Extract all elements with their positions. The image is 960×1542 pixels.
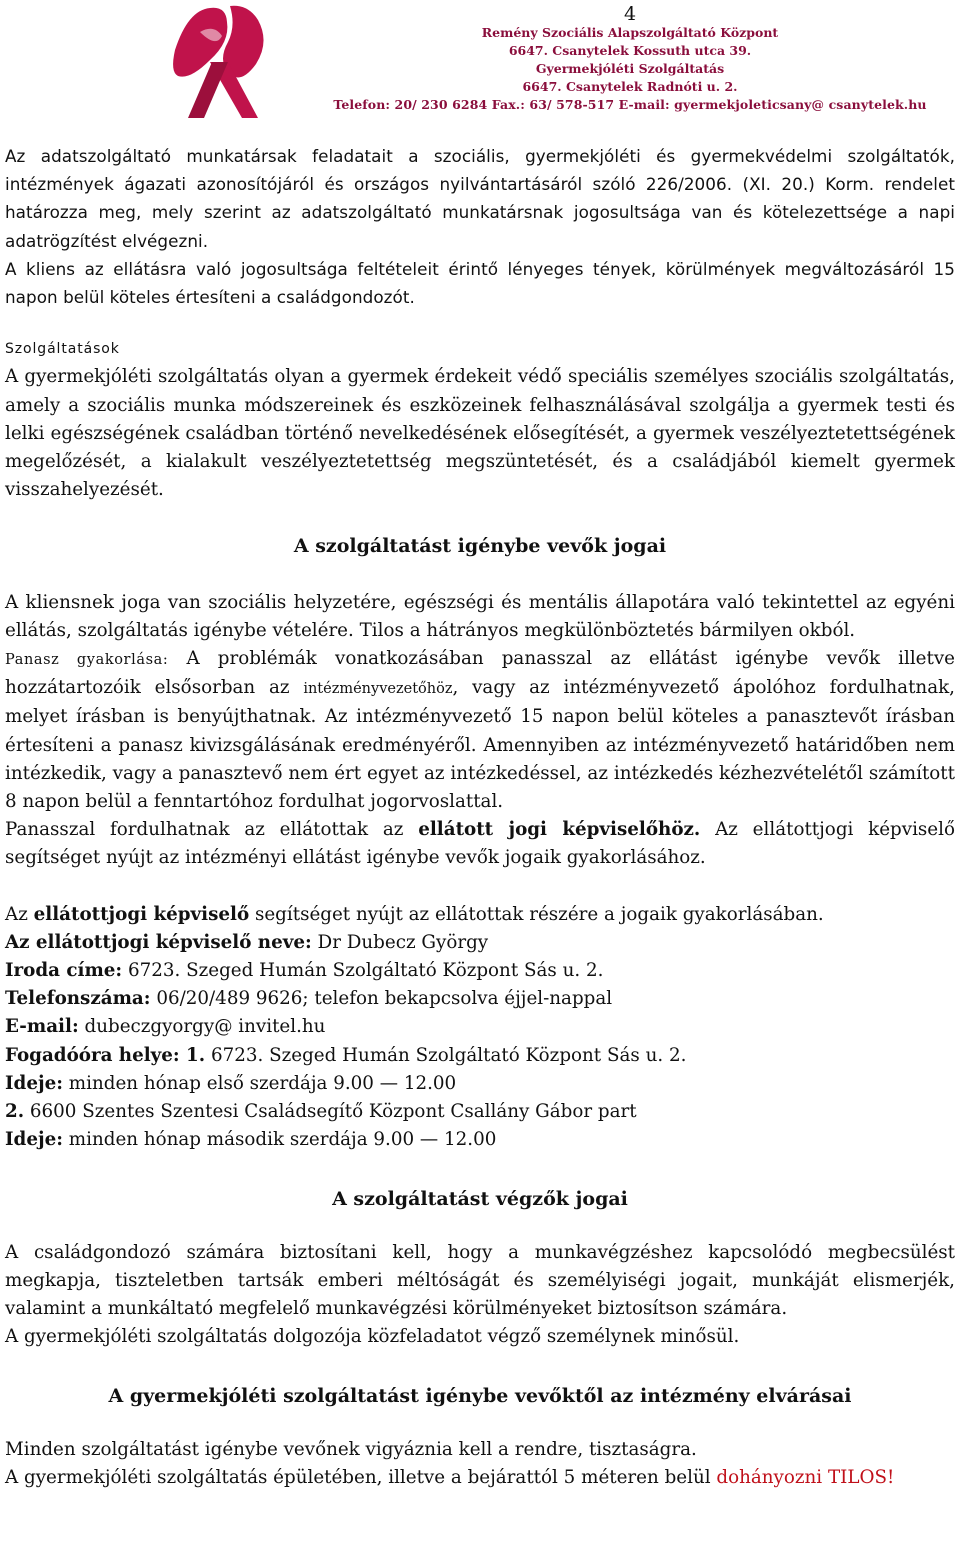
representative-time-2	[5, 1126, 955, 1154]
rep-intro-b: segítséget nyújt az ellátottak részére a jogaik gyakorlásában.	[249, 903, 824, 925]
rep-intro-bold: ellátottjogi képviselő	[33, 903, 250, 925]
rep-time2-value: minden hónap második szerdája 9.00 — 12.00	[62, 1129, 497, 1151]
forum-text-b: Az ellátottjogi képviselő segítséget nyújt az intézményi ellátást igénybe vevők jogaik gyakorlásához.	[5, 819, 955, 869]
intro-paragraph-1: Az adatszolgáltató munkatársak feladatait a szociális, gyermekjóléti és gyermekvédelmi szolgáltatók, intézmények ágazati azonosítójáról és országos nyilvántartásáról szóló 226/2006. (XI. 20.) Korm. rendelet határozza meg, mely szerint az adatszolgáltató munkatársnak jogosultsága van és kötelezettsége a napi adatrögzítést elvégezni.	[5, 146, 955, 251]
complaint-paragraph	[5, 645, 955, 816]
contact-line: Telefon: 20/ 230 6284 Fax.: 63/ 578-517 E-mail: gyermekjoleticsany@ csanytelek.hu	[333, 97, 927, 112]
rep-intro-a: Az	[5, 903, 34, 925]
forum-text-bold: ellátott jogi képviselőhöz.	[418, 819, 701, 841]
no-smoking-warning: dohányozni TILOS!	[716, 1466, 895, 1488]
forum-text-a: Panasszal fordulhatnak az ellátottak az	[5, 819, 419, 841]
complaint-text-small: intézményvezetőhöz	[303, 681, 453, 698]
rep-office-value: 6723. Szeged Humán Szolgáltató Központ Sás u. 2.	[122, 960, 604, 982]
forum-paragraph	[5, 816, 955, 872]
rep-venue2-label: 2.	[5, 1101, 25, 1123]
representative-venue-1	[5, 1042, 955, 1070]
org-name: Remény Szociális Alapszolgáltató Központ	[481, 25, 779, 40]
rights-paragraph: A kliensnek joga van szociális helyzetére, egészségi és mentális állapotára való tekintettel az egyéni ellátás, szolgáltatás igénybe vételére. Tilos a hátrányos megkülönböztetés bármilyen okból.	[5, 591, 955, 641]
intro-paragraph-2: A kliens az ellátásra való jogosultsága feltételeit érintő lényeges tények, körülmények megváltozásáról 15 napon belül köteles értesíteni a családgondozót.	[5, 258, 955, 308]
rep-phone-label: Telefonszáma:	[5, 988, 151, 1010]
rep-office-label: Iroda címe:	[5, 960, 123, 982]
expectations-paragraph-1: Minden szolgáltatást igénybe vevőnek vigyáznia kell a rendre, tisztaságra.	[5, 1438, 697, 1460]
rep-email-value: dubeczgyorgy@ invitel.hu	[78, 1016, 326, 1038]
complaint-label: Panasz gyakorlása:	[5, 652, 169, 669]
rep-venue-label: Fogadóóra helye: 1.	[5, 1044, 206, 1066]
rep-time1-label: Ideje:	[5, 1072, 63, 1094]
staff-paragraph-2: A gyermekjóléti szolgáltatás dolgozója közfeladatot végző személynek minősül.	[5, 1326, 740, 1348]
no-smoking-text: A gyermekjóléti szolgáltatás épületében, illetve a bejárattól 5 méteren belül	[5, 1466, 717, 1488]
rep-phone-value: 06/20/489 9626; telefon bekapcsolva éjjel-nappal	[150, 988, 613, 1010]
org-address: 6647. Csanytelek Kossuth utca 39.	[508, 43, 752, 58]
document-body	[5, 142, 955, 1492]
service-name: Gyermekjóléti Szolgáltatás	[535, 61, 725, 76]
complaint-text-b: , vagy az intézményvezető ápolóhoz fordulhatnak, melyet írásban is benyújthatnak. Az intézményvezető 15 napon belül köteles a panasztevőt írásban értesíteni a panasz kivizsgálásának eredményéről. Amennyiben az intézményvezető határidőben nem intézkedik, vagy a panasztevő nem ért egyet az intézkedéssel, az intézkedés kézhezvételétől számított 8 napon belül a fenntartóhoz fordulhat jogorvoslattal.	[5, 677, 955, 813]
service-address: 6647. Csanytelek Radnóti u. 2.	[522, 79, 738, 94]
rep-time2-label: Ideje:	[5, 1129, 63, 1151]
rep-name-value: Dr Dubecz György	[311, 931, 489, 953]
representative-email	[5, 1013, 955, 1041]
staff-heading: A szolgáltatást végzők jogai	[332, 1187, 628, 1210]
rep-venue2-value: 6600 Szentes Szentesi Családsegítő Központ Csallány Gábor part	[24, 1101, 637, 1123]
representative-phone	[5, 985, 955, 1013]
page-number: 4	[623, 3, 637, 25]
representative-block	[5, 901, 955, 1155]
representative-venue-2	[5, 1098, 955, 1126]
page-header	[0, 0, 960, 125]
services-label: Szolgáltatások	[5, 341, 120, 358]
rep-time1-value: minden hónap első szerdája 9.00 — 12.00	[62, 1072, 457, 1094]
services-paragraph: A gyermekjóléti szolgáltatás olyan a gyermek érdekeit védő speciális személyes szociális szolgáltatás, amely a szociális munka módszereinek és eszközeinek felhasználásával szolgálja a gyermek testi és lelki egészségének családban történő nevelkedésének elősegítését, a gyermek veszélyeztetettségének megelőzését, a kialakult veszélyeztetettség megszüntetését, és a családjából kiemelt gyermek visszahelyezését.	[5, 366, 955, 501]
representative-time-1	[5, 1070, 955, 1098]
representative-name	[5, 929, 955, 957]
rights-heading: A szolgáltatást igénybe vevők jogai	[293, 535, 667, 558]
expectations-paragraph-2	[5, 1464, 955, 1492]
expectations-heading: A gyermekjóléti szolgáltatást igénybe vevőktől az intézmény elvárásai	[108, 1384, 852, 1407]
representative-intro	[5, 901, 955, 929]
header-text-block	[300, 4, 960, 114]
staff-paragraph-1: A családgondozó számára biztosítani kell, hogy a munkavégzéshez kapcsolódó megbecsülést megkapja, tiszteletben tartsák emberi méltóságát és személyiségi jogait, munkáját elismerjék, valamint a munkáltató megfelelő munkavégzési körülményeket biztosítson számára.	[5, 1241, 955, 1320]
red-ribbon-logo-icon	[170, 2, 280, 120]
representative-office	[5, 957, 955, 985]
rep-name-label: Az ellátottjogi képviselő neve:	[5, 931, 312, 953]
complaint-text-a: A problémák vonatkozásában panasszal az ellátást igénybe vevők illetve hozzátartozóik elsősorban az	[5, 648, 955, 699]
rep-email-label: E-mail:	[5, 1016, 79, 1038]
rep-venue-value: 6723. Szeged Humán Szolgáltató Központ Sás u. 2.	[205, 1044, 687, 1066]
